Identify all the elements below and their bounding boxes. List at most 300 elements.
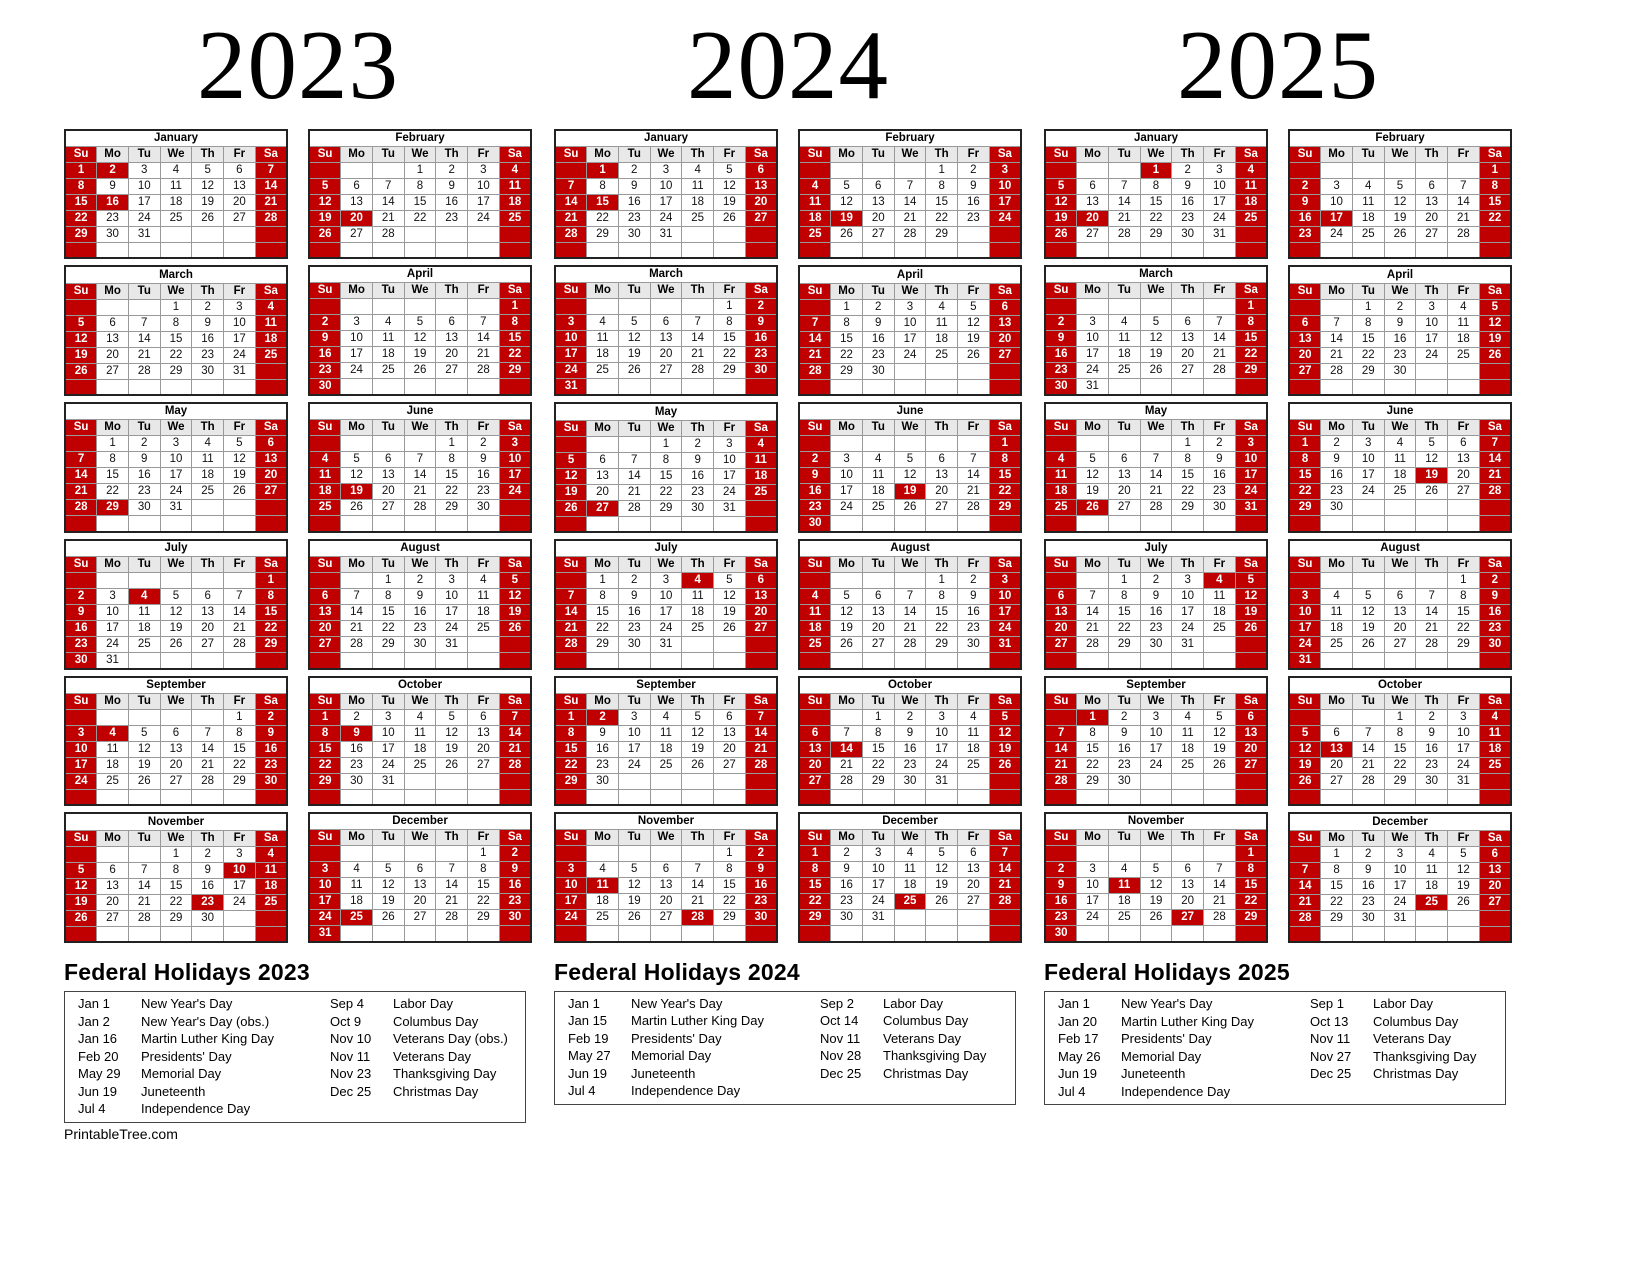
dow-label-we: We: [404, 557, 436, 573]
empty-cell: [160, 572, 192, 588]
date-cell: 8: [309, 725, 341, 741]
date-cell: 18: [468, 605, 500, 621]
date-cell: 27: [97, 910, 129, 926]
date-cell: 20: [1235, 741, 1267, 757]
date-cell: 23: [192, 894, 224, 910]
empty-cell: [499, 516, 531, 532]
date-cell: 7: [745, 709, 777, 725]
date-cell: 19: [714, 605, 746, 621]
date-cell: 19: [894, 484, 926, 500]
date-cell: 29: [255, 636, 287, 652]
week-row: [1289, 452, 1511, 468]
dow-label-tu: Tu: [1352, 283, 1384, 299]
empty-cell: [958, 379, 990, 395]
date-cell: 25: [499, 210, 531, 226]
date-cell: 11: [1448, 315, 1480, 331]
month-calendar-july: [554, 539, 778, 670]
date-cell: 21: [1448, 210, 1480, 226]
dow-label-th: Th: [1416, 283, 1448, 299]
empty-cell: [555, 436, 587, 452]
date-cell: 14: [436, 878, 468, 894]
date-cell: 27: [862, 226, 894, 242]
year-title: 2024: [687, 11, 889, 120]
date-cell: 7: [1289, 862, 1321, 878]
date-cell: 30: [1108, 773, 1140, 789]
date-cell: 17: [224, 331, 256, 347]
empty-cell: [682, 516, 714, 532]
dow-label-sa: Sa: [745, 420, 777, 436]
date-cell: 1: [1289, 436, 1321, 452]
empty-cell: [436, 516, 468, 532]
month-title: May: [65, 403, 287, 420]
empty-cell: [1384, 242, 1416, 258]
empty-cell: [1108, 789, 1140, 805]
date-cell: 19: [1140, 347, 1172, 363]
date-cell: 1: [436, 436, 468, 452]
dow-label-we: We: [894, 283, 926, 299]
empty-cell: [1077, 299, 1109, 315]
week-row: [799, 484, 1021, 500]
holiday-name: New Year's Day: [1121, 996, 1213, 1012]
day-of-week-row: [1289, 830, 1511, 846]
week-row: [799, 379, 1021, 395]
empty-cell: [499, 926, 531, 943]
date-cell: 30: [468, 500, 500, 516]
empty-cell: [1448, 910, 1480, 926]
empty-cell: [894, 653, 926, 669]
date-cell: 23: [1172, 210, 1204, 226]
empty-cell: [587, 653, 619, 669]
empty-cell: [65, 789, 97, 805]
week-row: [309, 653, 531, 669]
date-cell: 31: [650, 226, 682, 242]
day-of-week-row: [555, 420, 777, 436]
week-row: [309, 242, 531, 258]
date-cell: 21: [1352, 757, 1384, 773]
date-cell: 16: [97, 194, 129, 210]
holiday-name: Memorial Day: [1121, 1048, 1202, 1064]
date-cell: 26: [831, 226, 863, 242]
date-cell: 19: [341, 484, 373, 500]
date-cell: 21: [128, 894, 160, 910]
date-cell: 10: [650, 589, 682, 605]
week-row: [555, 194, 777, 210]
empty-cell: [1077, 516, 1109, 532]
week-row: [1045, 637, 1267, 653]
empty-cell: [745, 226, 777, 242]
empty-cell: [1352, 652, 1384, 669]
week-row: [1289, 773, 1511, 789]
week-row: [1289, 910, 1511, 926]
date-cell: 27: [1416, 226, 1448, 242]
date-cell: 6: [958, 846, 990, 862]
holiday-date: Nov 11: [1310, 1031, 1351, 1047]
day-of-week-row: [309, 557, 531, 573]
date-cell: 23: [862, 347, 894, 363]
week-row: [309, 757, 531, 773]
date-cell: 9: [587, 725, 619, 741]
dow-label-sa: Sa: [989, 146, 1021, 162]
date-cell: 16: [1045, 347, 1077, 363]
date-cell: 14: [1321, 331, 1353, 347]
date-cell: 23: [1352, 894, 1384, 910]
month-calendar-june: [308, 402, 532, 533]
holiday-date: Dec 25: [1310, 1066, 1352, 1082]
holiday-date: Nov 11: [330, 1048, 371, 1064]
empty-cell: [1321, 299, 1353, 315]
holiday-row: [555, 1030, 807, 1048]
empty-cell: [1140, 653, 1172, 669]
dow-label-mo: Mo: [831, 146, 863, 162]
date-cell: 21: [1045, 757, 1077, 773]
date-cell: 6: [1235, 709, 1267, 725]
empty-cell: [404, 789, 436, 805]
date-cell: 1: [1235, 299, 1267, 315]
week-row: [65, 652, 287, 669]
dow-label-tu: Tu: [372, 146, 404, 162]
date-cell: 4: [192, 436, 224, 452]
empty-cell: [989, 789, 1021, 805]
date-cell: 28: [192, 773, 224, 789]
date-cell: 28: [894, 637, 926, 653]
empty-cell: [1321, 926, 1353, 942]
empty-cell: [714, 242, 746, 258]
date-cell: 10: [989, 178, 1021, 194]
date-cell: 3: [555, 315, 587, 331]
date-cell: 28: [65, 500, 97, 516]
week-row: [1289, 194, 1511, 210]
empty-cell: [650, 379, 682, 396]
date-cell: 7: [499, 709, 531, 725]
date-cell: 20: [255, 468, 287, 484]
date-cell: 20: [341, 210, 373, 226]
date-cell: 16: [618, 194, 650, 210]
empty-cell: [555, 299, 587, 315]
month-header-row: [1045, 677, 1267, 694]
week-row: [65, 347, 287, 363]
date-cell: 27: [1108, 500, 1140, 516]
date-cell: 28: [1352, 773, 1384, 789]
empty-cell: [1321, 789, 1353, 805]
date-cell: 10: [128, 178, 160, 194]
date-cell: 4: [404, 709, 436, 725]
empty-cell: [618, 299, 650, 315]
date-cell: 26: [989, 757, 1021, 773]
dow-label-fr: Fr: [714, 283, 746, 299]
empty-cell: [255, 910, 287, 926]
empty-cell: [128, 846, 160, 862]
empty-cell: [192, 242, 224, 258]
month-title: March: [555, 266, 777, 283]
date-cell: 13: [799, 741, 831, 757]
empty-cell: [1140, 773, 1172, 789]
empty-cell: [372, 299, 404, 315]
date-cell: 30: [341, 773, 373, 789]
date-cell: 5: [499, 573, 531, 589]
date-cell: 18: [97, 757, 129, 773]
month-calendar-september: [64, 676, 288, 807]
week-row: [1045, 178, 1267, 194]
month-calendar-december: [798, 812, 1022, 943]
date-cell: 1: [309, 709, 341, 725]
dow-label-tu: Tu: [618, 693, 650, 709]
date-cell: 23: [745, 894, 777, 910]
date-cell: 13: [255, 452, 287, 468]
date-cell: 11: [468, 589, 500, 605]
empty-cell: [404, 242, 436, 258]
empty-cell: [436, 379, 468, 396]
date-cell: 19: [499, 605, 531, 621]
month-header-row: [1289, 130, 1511, 147]
dow-label-mo: Mo: [831, 283, 863, 299]
date-cell: 13: [404, 878, 436, 894]
date-cell: 23: [255, 757, 287, 773]
dow-label-su: Su: [799, 283, 831, 299]
date-cell: 22: [160, 347, 192, 363]
week-row: [555, 773, 777, 789]
date-cell: 26: [160, 636, 192, 652]
date-cell: 6: [1416, 178, 1448, 194]
empty-cell: [745, 789, 777, 805]
date-cell: 5: [1352, 588, 1384, 604]
holiday-name: Memorial Day: [141, 1066, 222, 1082]
date-cell: 30: [1416, 773, 1448, 789]
date-cell: 7: [1204, 862, 1236, 878]
date-cell: 11: [862, 468, 894, 484]
date-cell: 22: [799, 894, 831, 910]
date-cell: 14: [1077, 605, 1109, 621]
week-row: [555, 315, 777, 331]
date-cell: 27: [650, 910, 682, 926]
date-cell: 21: [128, 347, 160, 363]
month-header-row: [1045, 540, 1267, 557]
date-cell: 5: [1289, 725, 1321, 741]
empty-cell: [192, 926, 224, 942]
date-cell: 20: [1172, 347, 1204, 363]
empty-cell: [862, 516, 894, 533]
date-cell: 22: [926, 621, 958, 637]
date-cell: 18: [1352, 210, 1384, 226]
date-cell: 16: [192, 331, 224, 347]
date-cell: 30: [1172, 226, 1204, 242]
dow-label-tu: Tu: [618, 830, 650, 846]
date-cell: 8: [468, 862, 500, 878]
date-cell: 16: [404, 605, 436, 621]
date-cell: 18: [255, 331, 287, 347]
empty-cell: [745, 516, 777, 532]
month-calendar-august: [798, 539, 1022, 670]
empty-cell: [128, 709, 160, 725]
date-cell: 27: [192, 636, 224, 652]
date-cell: 6: [926, 452, 958, 468]
date-cell: 19: [926, 878, 958, 894]
week-row: [309, 589, 531, 605]
empty-cell: [618, 379, 650, 396]
date-cell: 9: [341, 725, 373, 741]
dow-label-tu: Tu: [862, 693, 894, 709]
date-cell: 21: [404, 484, 436, 500]
week-row: [65, 910, 287, 926]
date-cell: 18: [682, 194, 714, 210]
date-cell: 20: [1321, 757, 1353, 773]
date-cell: 17: [555, 347, 587, 363]
month-header-row: [799, 813, 1021, 830]
empty-cell: [1416, 162, 1448, 178]
date-cell: 4: [682, 573, 714, 589]
week-row: [65, 516, 287, 532]
month-header-row: [799, 130, 1021, 147]
date-cell: 7: [128, 315, 160, 331]
date-cell: 12: [341, 468, 373, 484]
dow-label-su: Su: [1289, 146, 1321, 162]
date-cell: 20: [1384, 620, 1416, 636]
holiday-date: Jul 4: [568, 1083, 596, 1099]
date-cell: 25: [682, 210, 714, 226]
date-cell: 26: [1384, 226, 1416, 242]
date-cell: 13: [1108, 468, 1140, 484]
day-of-week-row: [1289, 556, 1511, 572]
date-cell: 22: [862, 757, 894, 773]
dow-label-tu: Tu: [372, 830, 404, 846]
date-cell: 7: [468, 315, 500, 331]
dow-label-th: Th: [1172, 557, 1204, 573]
date-cell: 24: [224, 894, 256, 910]
date-cell: 13: [1235, 725, 1267, 741]
date-cell: 26: [831, 637, 863, 653]
week-row: [555, 894, 777, 910]
month-title: September: [555, 677, 777, 694]
date-cell: 1: [1235, 846, 1267, 862]
month-title: June: [1289, 403, 1511, 420]
empty-cell: [862, 653, 894, 669]
date-cell: 3: [1077, 862, 1109, 878]
date-cell: 4: [341, 862, 373, 878]
date-cell: 11: [1384, 452, 1416, 468]
empty-cell: [958, 926, 990, 942]
date-cell: 11: [404, 725, 436, 741]
date-cell: 3: [1289, 588, 1321, 604]
empty-cell: [160, 379, 192, 395]
date-cell: 30: [1045, 379, 1077, 396]
week-row: [555, 484, 777, 500]
dow-label-su: Su: [65, 146, 97, 162]
date-cell: 20: [714, 741, 746, 757]
week-row: [799, 516, 1021, 533]
date-cell: 11: [745, 452, 777, 468]
date-cell: 30: [1321, 500, 1353, 516]
week-row: [309, 878, 531, 894]
empty-cell: [926, 436, 958, 452]
date-cell: 27: [404, 910, 436, 926]
week-row: [555, 299, 777, 315]
month-calendar-may: [554, 402, 778, 533]
date-cell: 25: [1352, 226, 1384, 242]
holiday-date: May 26: [1058, 1048, 1101, 1064]
date-cell: 2: [65, 588, 97, 604]
dow-label-we: We: [650, 146, 682, 162]
date-cell: 12: [682, 725, 714, 741]
dow-label-fr: Fr: [468, 557, 500, 573]
date-cell: 19: [1235, 605, 1267, 621]
date-cell: 31: [1077, 379, 1109, 396]
date-cell: 7: [341, 589, 373, 605]
date-cell: 15: [1448, 604, 1480, 620]
date-cell: 4: [468, 573, 500, 589]
empty-cell: [1384, 516, 1416, 532]
date-cell: 14: [499, 725, 531, 741]
month-title: August: [799, 540, 1021, 557]
date-cell: 3: [1384, 846, 1416, 862]
date-cell: 4: [1479, 709, 1511, 725]
date-cell: 22: [224, 757, 256, 773]
date-cell: 22: [255, 620, 287, 636]
empty-cell: [1045, 162, 1077, 178]
week-row: [1045, 468, 1267, 484]
dow-label-mo: Mo: [1321, 283, 1353, 299]
date-cell: 12: [65, 331, 97, 347]
date-cell: 17: [650, 194, 682, 210]
dow-label-su: Su: [1289, 693, 1321, 709]
week-row: [1289, 604, 1511, 620]
week-row: [65, 620, 287, 636]
date-cell: 20: [745, 605, 777, 621]
date-cell: 16: [341, 741, 373, 757]
date-cell: 13: [745, 589, 777, 605]
day-of-week-row: [555, 283, 777, 299]
empty-cell: [958, 653, 990, 669]
date-cell: 6: [1448, 436, 1480, 452]
date-cell: 21: [341, 621, 373, 637]
date-cell: 19: [989, 741, 1021, 757]
empty-cell: [128, 789, 160, 805]
date-cell: 16: [192, 878, 224, 894]
date-cell: 9: [1172, 178, 1204, 194]
month-header-row: [555, 677, 777, 694]
empty-cell: [989, 226, 1021, 242]
holiday-row: [1045, 1013, 1297, 1031]
date-cell: 19: [1077, 484, 1109, 500]
date-cell: 6: [1172, 315, 1204, 331]
empty-cell: [618, 516, 650, 532]
date-cell: 23: [682, 484, 714, 500]
date-cell: 15: [499, 331, 531, 347]
week-row: [65, 604, 287, 620]
empty-cell: [1140, 846, 1172, 862]
date-cell: 14: [468, 331, 500, 347]
dow-label-sa: Sa: [1235, 420, 1267, 436]
date-cell: 13: [650, 331, 682, 347]
dow-label-su: Su: [65, 420, 97, 436]
date-cell: 4: [255, 299, 287, 315]
week-row: [555, 347, 777, 363]
dow-label-we: We: [650, 283, 682, 299]
date-cell: 19: [618, 894, 650, 910]
date-cell: 14: [894, 605, 926, 621]
date-cell: 25: [1479, 757, 1511, 773]
date-cell: 24: [714, 484, 746, 500]
week-row: [65, 926, 287, 942]
date-cell: 22: [1235, 894, 1267, 910]
dow-label-su: Su: [1289, 283, 1321, 299]
date-cell: 2: [468, 436, 500, 452]
dow-label-mo: Mo: [1077, 557, 1109, 573]
date-cell: 21: [894, 210, 926, 226]
date-cell: 4: [650, 709, 682, 725]
holiday-name: Labor Day: [393, 996, 453, 1012]
empty-cell: [799, 653, 831, 669]
date-cell: 23: [65, 636, 97, 652]
date-cell: 22: [1140, 210, 1172, 226]
